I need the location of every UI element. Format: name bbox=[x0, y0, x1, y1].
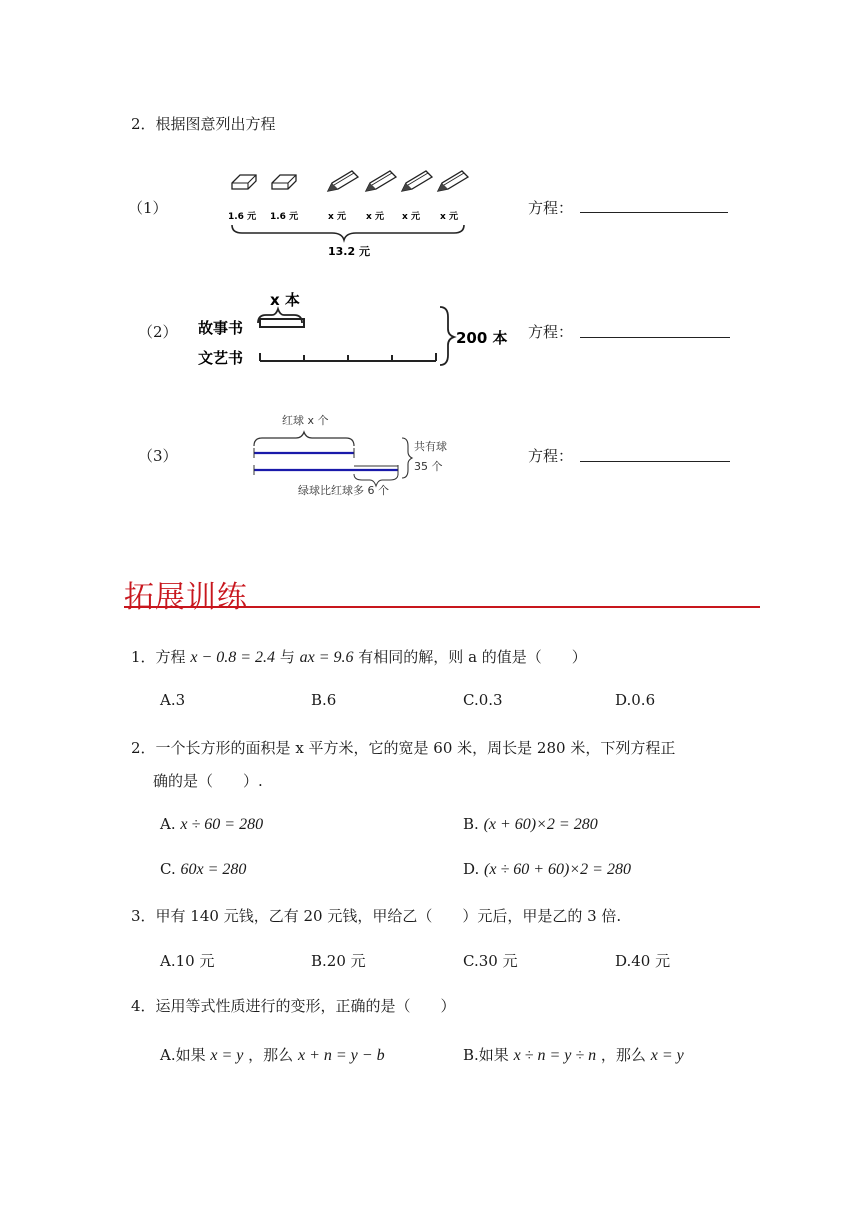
equation-1: x − 0.8 = 2.4 bbox=[190, 649, 276, 666]
green-ball-label: 绿球比红球多 6 个 bbox=[298, 484, 389, 497]
x-brace bbox=[258, 309, 302, 323]
total-brace-right bbox=[440, 307, 454, 365]
row-label-art: 文艺书 bbox=[198, 349, 244, 367]
red-ball-label: 红球 x 个 bbox=[282, 414, 329, 427]
price-label: x 元 bbox=[366, 212, 384, 222]
price-label: 1.6 元 bbox=[228, 212, 257, 222]
question-1-prefix: 1．方程 bbox=[131, 648, 186, 666]
price-label: 1.6 元 bbox=[270, 212, 299, 222]
option-a[interactable]: A.10 元 bbox=[160, 952, 215, 970]
option-b[interactable] bbox=[463, 815, 598, 834]
story-bar bbox=[260, 319, 304, 327]
option-c[interactable] bbox=[160, 860, 246, 879]
eraser-icon bbox=[272, 175, 296, 189]
question-1-mid: 与 bbox=[279, 648, 295, 666]
x-books-label: x 本 bbox=[270, 291, 300, 309]
option-a[interactable] bbox=[160, 1044, 385, 1065]
section-rule bbox=[124, 606, 760, 608]
option-a[interactable]: A.3 bbox=[160, 691, 186, 709]
item-2-label: （2） bbox=[138, 323, 178, 341]
figure-books-bar bbox=[190, 283, 510, 373]
option-letter: A. bbox=[160, 815, 176, 833]
answer-blank-1[interactable] bbox=[580, 212, 728, 213]
price-label: x 元 bbox=[402, 212, 420, 222]
question-1-suffix: 有相同的解，则 a 的值是（ ） bbox=[358, 648, 587, 666]
option-prefix: B.如果 bbox=[463, 1046, 509, 1064]
option-letter: C. bbox=[160, 860, 176, 878]
total-brace-right bbox=[402, 438, 412, 478]
question-2-line2: 确的是（ ）. bbox=[153, 772, 263, 790]
option-c[interactable]: C.30 元 bbox=[463, 952, 518, 970]
pencil-icon bbox=[366, 171, 396, 191]
option-letter: D. bbox=[463, 860, 480, 878]
figure-balls-bar bbox=[246, 408, 466, 500]
option-a[interactable] bbox=[160, 815, 263, 834]
option-d[interactable] bbox=[463, 860, 631, 879]
total-books-label: 200 本 bbox=[456, 329, 508, 347]
option-expression: (x + 60)×2 = 280 bbox=[483, 816, 598, 833]
pencil-icon bbox=[328, 171, 358, 191]
option-connector: ，那么 bbox=[600, 1046, 646, 1064]
option-expression: (x ÷ 60 + 60)×2 = 280 bbox=[484, 861, 631, 878]
eraser-icon bbox=[232, 175, 256, 189]
answer-blank-2[interactable] bbox=[580, 337, 730, 338]
option-result: x = y bbox=[650, 1047, 684, 1064]
option-c[interactable]: C.0.3 bbox=[463, 691, 503, 709]
section-title: 拓展训练 bbox=[124, 580, 248, 615]
option-result: x + n = y − b bbox=[297, 1047, 385, 1064]
option-b[interactable]: B.6 bbox=[311, 691, 337, 709]
option-d[interactable]: D.0.6 bbox=[615, 691, 656, 709]
answer-label-3: 方程： bbox=[528, 447, 574, 465]
answer-label-2: 方程： bbox=[528, 323, 574, 341]
red-brace bbox=[254, 432, 354, 446]
pencil-icon bbox=[402, 171, 432, 191]
item-1-label: （1） bbox=[128, 199, 168, 217]
option-letter: B. bbox=[463, 815, 479, 833]
pencil-icon bbox=[438, 171, 468, 191]
art-bar bbox=[260, 353, 436, 361]
option-connector: ，那么 bbox=[248, 1046, 294, 1064]
option-b[interactable]: B.20 元 bbox=[311, 952, 366, 970]
question-2-title: 2．根据图意列出方程 bbox=[131, 115, 276, 133]
question-4: 4．运用等式性质进行的变形，正确的是（ ） bbox=[131, 997, 456, 1015]
question-2-line1: 2．一个长方形的面积是 x 平方米，它的宽是 60 米，周长是 280 米，下列方程正 bbox=[131, 739, 676, 757]
figure-erasers-pencils bbox=[222, 165, 472, 260]
answer-label-1: 方程： bbox=[528, 199, 574, 217]
answer-blank-3[interactable] bbox=[580, 461, 730, 462]
total-balls-line1: 共有球 bbox=[414, 440, 447, 453]
price-label: x 元 bbox=[328, 212, 346, 222]
option-condition: x ÷ n = y ÷ n bbox=[513, 1047, 597, 1064]
item-3-label: （3） bbox=[138, 447, 178, 465]
option-expression: 60x = 280 bbox=[180, 861, 247, 878]
option-prefix: A.如果 bbox=[160, 1046, 206, 1064]
equation-2: ax = 9.6 bbox=[299, 649, 354, 666]
total-label: 13.2 元 bbox=[328, 245, 370, 258]
total-brace bbox=[232, 225, 464, 240]
total-balls-line2: 35 个 bbox=[414, 460, 443, 473]
question-1 bbox=[131, 646, 587, 667]
option-b[interactable] bbox=[463, 1044, 684, 1065]
option-expression: x ÷ 60 = 280 bbox=[180, 816, 264, 833]
question-3: 3．甲有 140 元钱，乙有 20 元钱，甲给乙（ ）元后，甲是乙的 3 倍. bbox=[131, 907, 622, 925]
row-label-story: 故事书 bbox=[198, 319, 244, 337]
option-d[interactable]: D.40 元 bbox=[615, 952, 671, 970]
price-label: x 元 bbox=[440, 212, 458, 222]
option-condition: x = y bbox=[210, 1047, 244, 1064]
